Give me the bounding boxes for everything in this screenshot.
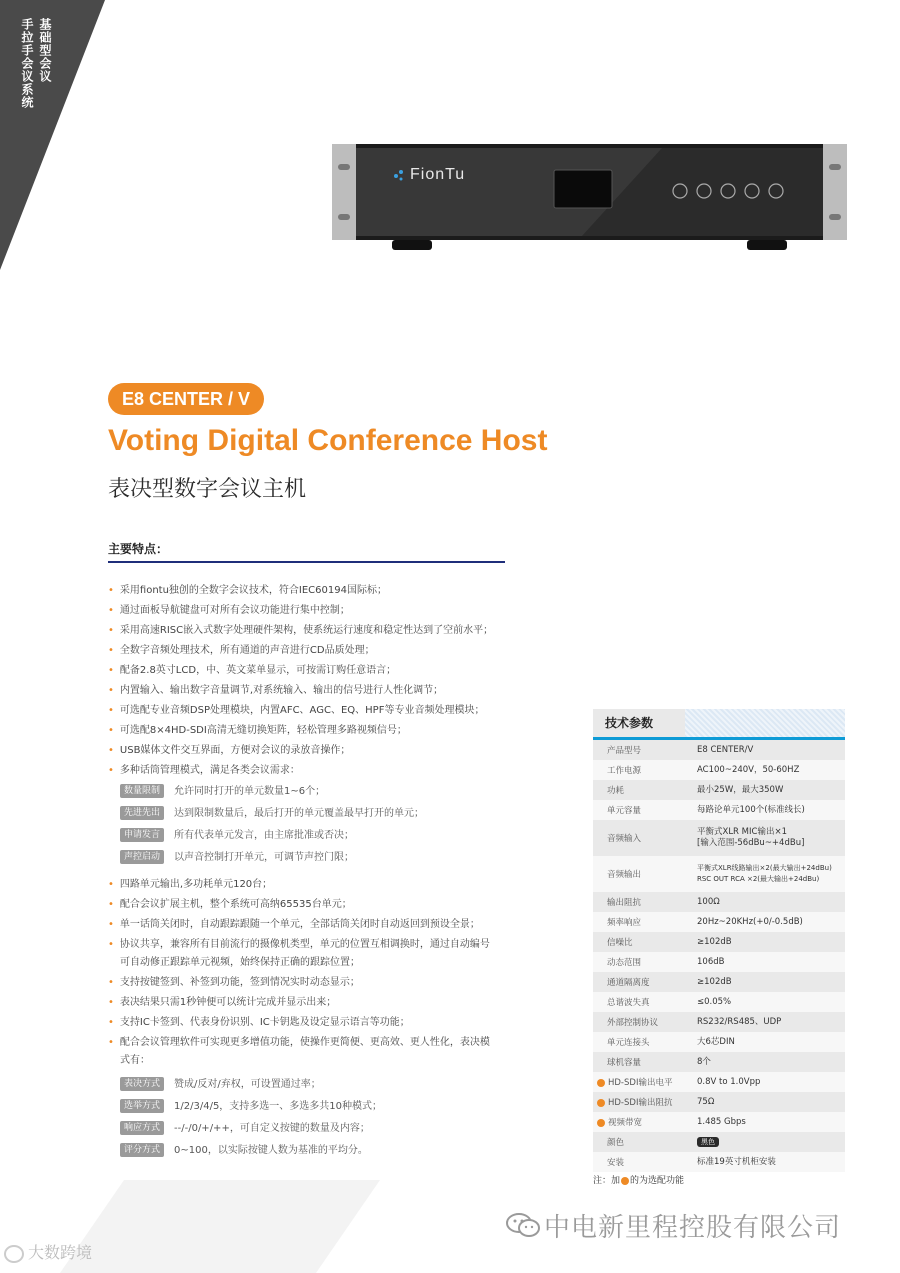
feature-item-cont: 式有：	[120, 1055, 150, 1066]
spec-row: 频率响应 20Hz~20KHz(+0/-0.5dB)	[593, 912, 845, 932]
product-title-en: Voting Digital Conference Host	[108, 424, 548, 457]
feature-item: • 表决结果只需1秒钟便可以统计完成并显示出来；	[108, 997, 337, 1008]
feature-item: • 配合会议扩展主机，整个系统可高纳65535台单元；	[108, 899, 352, 910]
optional-dot-icon	[621, 1177, 629, 1185]
vote-mode: 选举方式 1/2/3/4/5，支持多选一、多选多共10种模式；	[120, 1099, 382, 1115]
spec-row: 球机容量 8个	[593, 1052, 845, 1072]
company-name: 中电新里程控股有限公司	[544, 1213, 842, 1243]
mic-mode: 数量限制 允许同时打开的单元数量1~6个；	[120, 784, 325, 800]
vote-mode: 评分方式 0~100，以实际按键人数为基准的平均分。	[120, 1143, 368, 1159]
optional-dot-icon	[597, 1079, 605, 1087]
spec-row: 音频输出 平衡式XLR线路输出×2(最大输出+24dBu) RSC OUT RCA ×2(最大输出+24dBu)	[593, 856, 845, 892]
spec-title: 技术参数	[593, 709, 685, 737]
spec-row: 安装 标准19英寸机柜安装	[593, 1152, 845, 1172]
feature-item: • 全数字音频处理技术，所有通道的声音进行CD品质处理；	[108, 645, 375, 656]
spec-header	[593, 709, 845, 737]
logo-icon	[4, 1245, 24, 1263]
corner-triangle	[0, 0, 105, 270]
feature-item: • 协议共享，兼容所有目前流行的摄像机类型，单元的位置互相调换时，通过自动编号	[108, 939, 490, 950]
spec-row: 信噪比 ≥102dB	[593, 932, 845, 952]
spec-row: 总谐波失真 ≤0.05%	[593, 992, 845, 1012]
spec-row: 单元连接头 大6芯DIN	[593, 1032, 845, 1052]
product-title-cn: 表决型数字会议主机	[108, 477, 307, 502]
mic-mode: 先进先出 达到限制数量后，最后打开的单元覆盖最早打开的单元；	[120, 806, 424, 822]
features-rule	[108, 561, 505, 563]
spec-row: 功耗 最小25W，最大350W	[593, 780, 845, 800]
feature-item: • 单一话筒关闭时，自动跟踪跟随一个单元，全部话筒关闭时自动返回到预设全景；	[108, 919, 480, 930]
spec-row-optional: 视频带宽 1.485 Gbps	[593, 1112, 845, 1132]
feature-item: • 支持IC卡签到、代表身份识别、IC卡钥匙及设定显示语言等功能；	[108, 1017, 410, 1028]
vote-mode: 表决方式 赞成/反对/弃权，可设置通过率；	[120, 1077, 321, 1093]
corner-label-2: 手拉手会议系统	[20, 18, 34, 109]
feature-item: • 支持按键签到、补签到功能，签到情况实时动态显示；	[108, 977, 360, 988]
vote-mode: 响应方式 --/-/0/+/++，可自定义按键的数量及内容；	[120, 1121, 370, 1137]
feature-item: • 采用fiontu独创的全数字会议技术，符合IEC60194国际标；	[108, 585, 387, 596]
spec-row: 动态范围 106dB	[593, 952, 845, 972]
spec-title-stripe	[685, 709, 845, 737]
feature-item: • 配备2.8英寸LCD，中、英文菜单显示，可按需订购任意语言；	[108, 665, 397, 676]
spec-row: 外部控制协议 RS232/RS485、UDP	[593, 1012, 845, 1032]
color-swatch: 黑色	[697, 1137, 719, 1147]
device-illustration	[332, 144, 847, 254]
optional-dot-icon	[597, 1099, 605, 1107]
optional-dot-icon	[597, 1119, 605, 1127]
feature-item: • 多种话筒管理模式，满足各类会议需求：	[108, 765, 300, 776]
footer-logo: 大数跨境	[4, 1240, 92, 1263]
spec-row-optional: HD-SDI输出电平 0.8V to 1.0Vpp	[593, 1072, 845, 1092]
feature-item: • 通过面板导航键盘可对所有会议功能进行集中控制；	[108, 605, 350, 616]
device-brand: FionTu	[410, 166, 466, 183]
corner-label-1: 基础型会议	[38, 18, 52, 83]
spec-row: 单元容量 每路论单元100个(标准线长)	[593, 800, 845, 820]
feature-item: • 可选配8×4HD-SDI高清无缝切换矩阵，轻松管理多路视频信号；	[108, 725, 407, 736]
feature-item: • 四路单元输出,多功耗单元120台；	[108, 879, 273, 890]
feature-item: • 采用高速RISC嵌入式数字处理硬件架构，使系统运行速度和稳定性达到了空前水平；	[108, 625, 494, 636]
spec-row: 工作电源 AC100~240V，50-60HZ	[593, 760, 845, 780]
spec-row: 颜色 黑色	[593, 1132, 845, 1152]
spec-row: 通道隔离度 ≥102dB	[593, 972, 845, 992]
mic-mode: 申请发言 所有代表单元发言，由主席批准或否决；	[120, 828, 354, 844]
spec-row-optional: HD-SDI输出阻抗 75Ω	[593, 1092, 845, 1112]
model-badge: E8 CENTER / V	[108, 383, 264, 415]
feature-item: • 内置输入、输出数字音量调节,对系统输入、输出的信号进行人性化调节；	[108, 685, 444, 696]
spec-table	[593, 740, 845, 1172]
spec-note: 注：加 的为选配功能	[593, 1176, 685, 1186]
footer-band	[60, 1180, 380, 1273]
spec-row: 音频输入 平衡式XLR MIC输出×1 [输入范围-56dBu~+4dBu]	[593, 820, 845, 856]
feature-item: • USB媒体文件交互界面，方便对会议的录放音操作；	[108, 745, 351, 756]
spec-row: 输出阻抗 100Ω	[593, 892, 845, 912]
mic-mode: 声控启动 以声音控制打开单元，可调节声控门限；	[120, 850, 354, 866]
feature-item: • 配合会议管理软件可实现更多增值功能，使操作更简便、更高效、更人性化，表决模	[108, 1037, 490, 1048]
feature-item-cont: 可自动修正跟踪单元视频，始终保持正确的跟踪位置；	[120, 957, 360, 968]
features-heading: 主要特点：	[108, 542, 169, 556]
spec-row: 产品型号 E8 CENTER/V	[593, 740, 845, 760]
wechat-icon	[506, 1212, 540, 1242]
feature-item: • 可选配专业音频DSP处理模块，内置AFC、AGC、EQ、HPF等专业音频处理模块；	[108, 705, 485, 716]
